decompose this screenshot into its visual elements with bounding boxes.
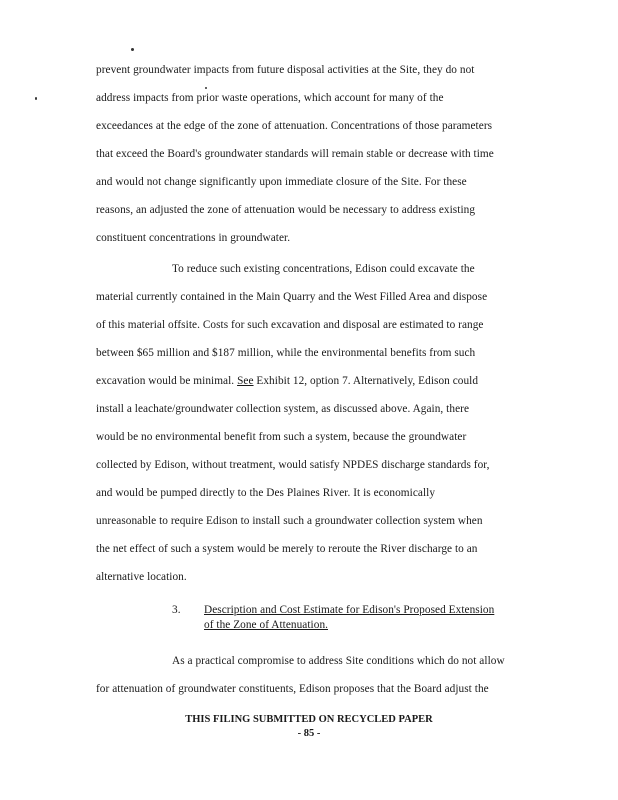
paragraph-1-line: address impacts from prior waste operations, which account for many of the (96, 92, 444, 104)
paragraph-1-line: prevent groundwater impacts from future disposal activities at the Site, they do not (96, 64, 475, 76)
scan-speck (35, 97, 37, 100)
paragraph-2-line-5-end: Exhibit 12, option 7. Alternatively, Edison could (253, 375, 479, 387)
paragraph-2-line: material currently contained in the Main Quarry and the West Filled Area and dispose (96, 291, 488, 303)
paragraph-2-line: unreasonable to require Edison to install such a groundwater collection system when (96, 515, 483, 527)
paragraph-2-line: collected by Edison, without treatment, would satisfy NPDES discharge standards for, (96, 459, 490, 471)
see-citation: See (237, 375, 254, 387)
paragraph-1-line: that exceed the Board's groundwater standards will remain stable or decrease with time (96, 148, 494, 160)
section-heading-line: of the Zone of Attenuation. (204, 619, 329, 631)
recycled-paper-notice: THIS FILING SUBMITTED ON RECYCLED PAPER (185, 714, 433, 725)
paragraph-2-line: install a leachate/groundwater collection system, as discussed above. Again, there (96, 403, 470, 415)
paragraph-1-line: exceedances at the edge of the zone of attenuation. Concentrations of those parameters (96, 120, 493, 132)
scan-speck (205, 87, 207, 89)
paragraph-2-line (96, 375, 478, 387)
paragraph-3-line: As a practical compromise to address Site conditions which do not allow (172, 655, 505, 667)
section-number: 3. (172, 604, 181, 616)
paragraph-3-line: for attenuation of groundwater constituents, Edison proposes that the Board adjust the (96, 683, 489, 695)
paragraph-2-line: To reduce such existing concentrations, Edison could excavate the (172, 263, 475, 275)
paragraph-2-line: the net effect of such a system would be merely to reroute the River discharge to an (96, 543, 478, 555)
paragraph-1-line: constituent concentrations in groundwater. (96, 232, 291, 244)
paragraph-1-line: and would not change significantly upon immediate closure of the Site. For these (96, 176, 467, 188)
page-number: - 85 - (297, 728, 321, 739)
paragraph-1-line: reasons, an adjusted the zone of attenuation would be necessary to address existing (96, 204, 476, 216)
paragraph-2-line: of this material offsite. Costs for such excavation and disposal are estimated to range (96, 319, 484, 331)
paragraph-2-line: between $65 million and $187 million, while the environmental benefits from such (96, 347, 476, 359)
paragraph-2-line: alternative location. (96, 571, 187, 583)
scan-speck (131, 48, 134, 51)
paragraph-2-line: and would be pumped directly to the Des Plaines River. It is economically (96, 487, 436, 499)
section-heading-line: Description and Cost Estimate for Edison's Proposed Extension (204, 604, 495, 616)
paragraph-2-line: would be no environmental benefit from such a system, because the groundwater (96, 431, 467, 443)
paragraph-2-line-5-start: excavation would be minimal. (96, 375, 238, 387)
